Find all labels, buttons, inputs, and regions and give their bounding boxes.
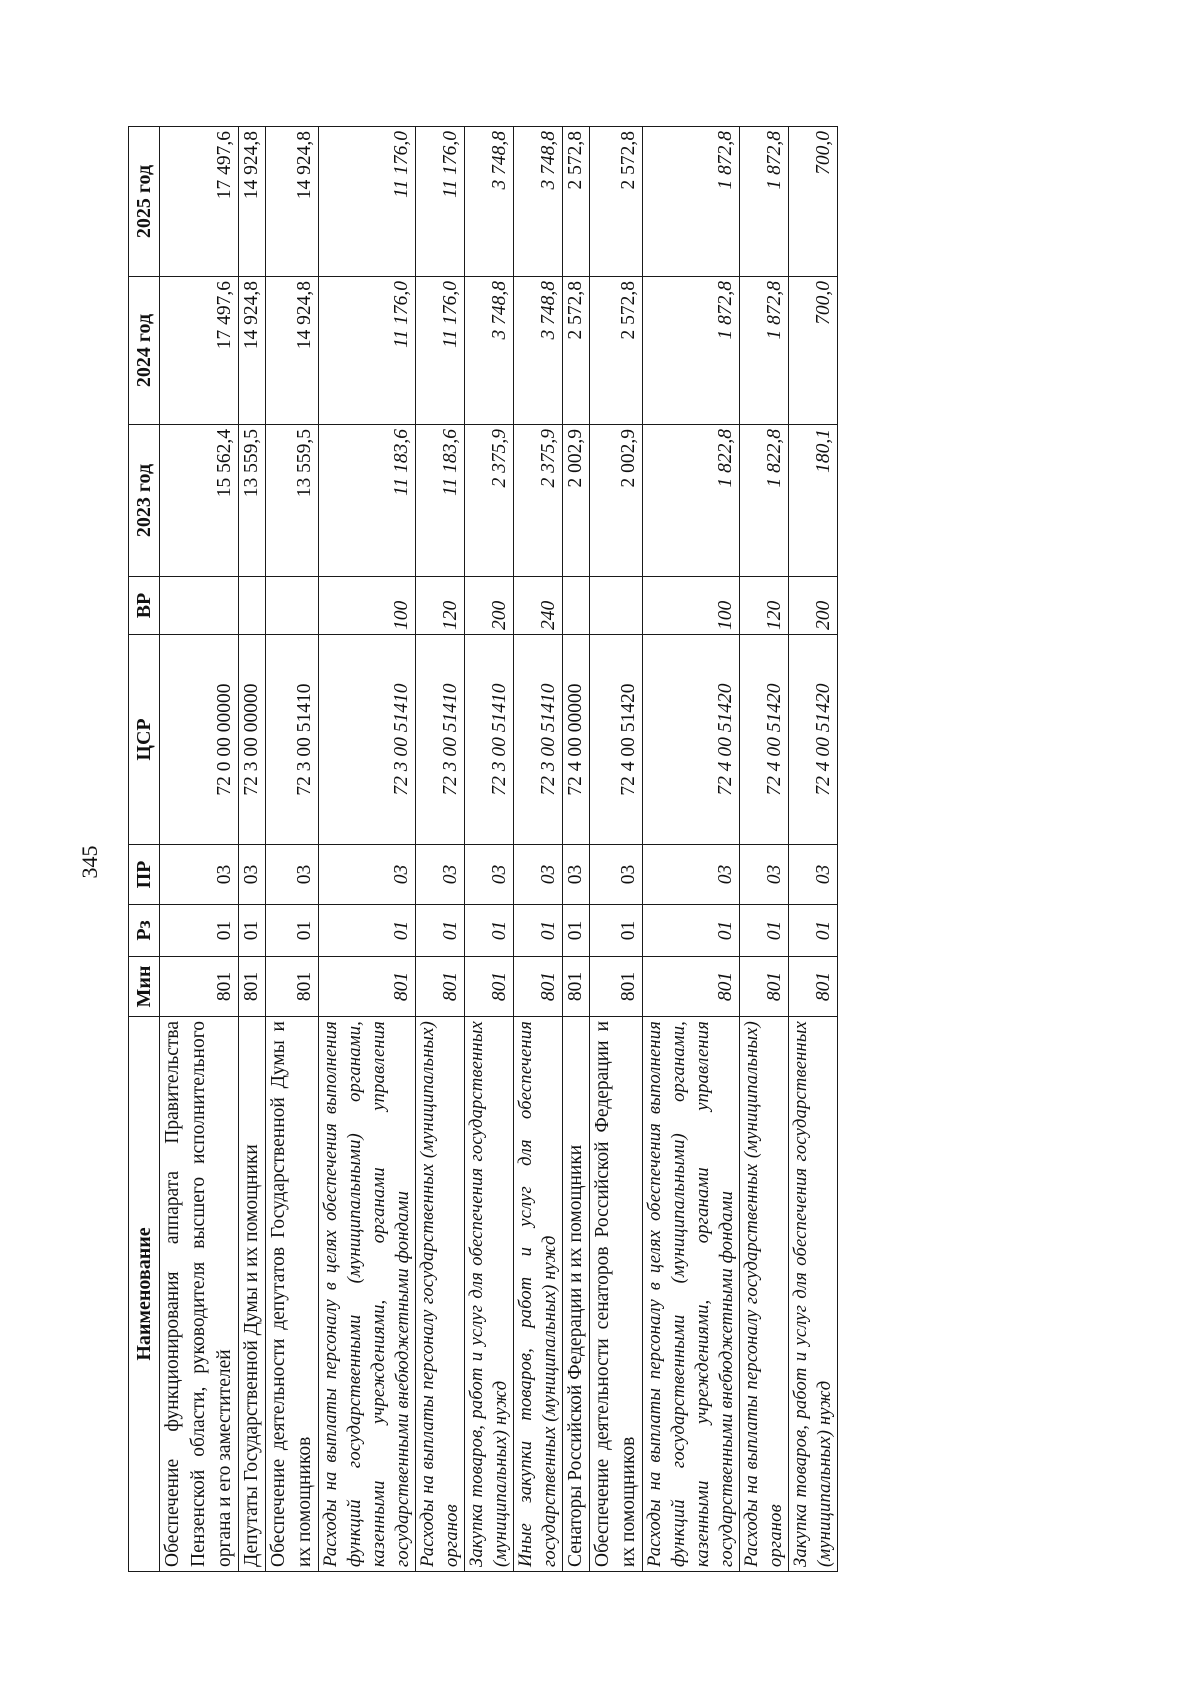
row-rz: 01: [740, 905, 789, 957]
row-2023: 2 002,9: [563, 425, 590, 577]
row-min: 801: [319, 957, 416, 1017]
row-vr: 100: [319, 577, 416, 635]
row-2024: 11 176,0: [416, 277, 465, 425]
row-min: 801: [266, 957, 319, 1017]
row-rz: 01: [789, 905, 838, 957]
row-2023: 2 002,9: [590, 425, 643, 577]
row-2023: 1 822,8: [643, 425, 740, 577]
row-2023: 2 375,9: [465, 425, 514, 577]
row-csr: 72 3 00 51410: [416, 635, 465, 845]
row-2023: 2 375,9: [514, 425, 563, 577]
row-min: 801: [643, 957, 740, 1017]
row-2025: 2 572,8: [563, 127, 590, 277]
row-rz: 01: [160, 905, 239, 957]
row-2025: 14 924,8: [239, 127, 266, 277]
row-name: Обеспечение функционирования аппарата Правительства Пензенской области, руководителя высшего исполнительного органа и его заместителей: [160, 1017, 239, 1572]
row-2024: 11 176,0: [319, 277, 416, 425]
row-min: 801: [239, 957, 266, 1017]
row-name: Сенаторы Российской Федерации и их помощники: [563, 1017, 590, 1572]
row-csr: 72 3 00 51410: [319, 635, 416, 845]
row-min: 801: [416, 957, 465, 1017]
row-pr: 03: [514, 845, 563, 905]
row-csr: 72 3 00 00000: [239, 635, 266, 845]
row-2025: 2 572,8: [590, 127, 643, 277]
table-row: [416, 127, 465, 1572]
row-pr: 03: [740, 845, 789, 905]
table-body: [160, 127, 838, 1572]
table-header-row: [129, 127, 160, 1572]
row-2023: 15 562,4: [160, 425, 239, 577]
row-csr: 72 0 00 00000: [160, 635, 239, 845]
table-row: [266, 127, 319, 1572]
row-pr: 03: [160, 845, 239, 905]
row-2024: 1 872,8: [740, 277, 789, 425]
row-vr: 240: [514, 577, 563, 635]
row-2024: 17 497,6: [160, 277, 239, 425]
row-rz: 01: [266, 905, 319, 957]
row-min: 801: [563, 957, 590, 1017]
header-pr: ПР: [129, 845, 160, 905]
row-vr: [590, 577, 643, 635]
row-name: Закупка товаров, работ и услуг для обеспечения государственных (муниципальных) нужд: [789, 1017, 838, 1572]
row-2024: 3 748,8: [514, 277, 563, 425]
row-rz: 01: [416, 905, 465, 957]
rotated-sheet: [128, 127, 1048, 1572]
row-vr: [239, 577, 266, 635]
header-min: Мин: [129, 957, 160, 1017]
row-min: 801: [740, 957, 789, 1017]
row-rz: 01: [514, 905, 563, 957]
row-vr: 200: [465, 577, 514, 635]
row-2024: 2 572,8: [590, 277, 643, 425]
row-2024: 700,0: [789, 277, 838, 425]
row-name: Иные закупки товаров, работ и услуг для обеспечения государственных (муниципальных) нужд: [514, 1017, 563, 1572]
row-vr: [563, 577, 590, 635]
header-2024: 2024 год: [129, 277, 160, 425]
row-min: 801: [789, 957, 838, 1017]
row-pr: 03: [563, 845, 590, 905]
table-row: [465, 127, 514, 1572]
row-pr: 03: [319, 845, 416, 905]
row-2024: 14 924,8: [239, 277, 266, 425]
row-vr: [160, 577, 239, 635]
row-rz: 01: [643, 905, 740, 957]
row-2025: 1 872,8: [643, 127, 740, 277]
row-pr: 03: [789, 845, 838, 905]
table-row: [160, 127, 239, 1572]
row-rz: 01: [563, 905, 590, 957]
page-number: 345: [77, 845, 102, 879]
row-name: Расходы на выплаты персоналу в целях обеспечения выполнения функций государственными (муниципальными) органами, казенными учреждениями, органами управления государственными внебюджетными фондами: [643, 1017, 740, 1572]
row-2025: 17 497,6: [160, 127, 239, 277]
row-pr: 03: [266, 845, 319, 905]
row-vr: 200: [789, 577, 838, 635]
row-2025: 1 872,8: [740, 127, 789, 277]
row-vr: 100: [643, 577, 740, 635]
row-name: Депутаты Государственной Думы и их помощники: [239, 1017, 266, 1572]
row-name: Закупка товаров, работ и услуг для обеспечения государственных (муниципальных) нужд: [465, 1017, 514, 1572]
table-row: [643, 127, 740, 1572]
header-rz: Рз: [129, 905, 160, 957]
row-name: Обеспечение деятельности сенаторов Российской Федерации и их помощников: [590, 1017, 643, 1572]
table-row: [590, 127, 643, 1572]
table-row: [239, 127, 266, 1572]
table-row: [740, 127, 789, 1572]
row-csr: 72 3 00 51410: [266, 635, 319, 845]
row-2023: 11 183,6: [319, 425, 416, 577]
row-rz: 01: [465, 905, 514, 957]
row-vr: [266, 577, 319, 635]
table-row: [789, 127, 838, 1572]
header-2023: 2023 год: [129, 425, 160, 577]
row-2023: 11 183,6: [416, 425, 465, 577]
row-csr: 72 4 00 51420: [590, 635, 643, 845]
row-2025: 3 748,8: [514, 127, 563, 277]
row-2024: 3 748,8: [465, 277, 514, 425]
row-2023: 13 559,5: [266, 425, 319, 577]
row-name: Расходы на выплаты персоналу в целях обеспечения выполнения функций государственными (муниципальными) органами, казенными учреждениями, органами управления государственными внебюджетными фондами: [319, 1017, 416, 1572]
row-2023: 1 822,8: [740, 425, 789, 577]
row-vr: 120: [416, 577, 465, 635]
row-rz: 01: [590, 905, 643, 957]
row-csr: 72 3 00 51410: [465, 635, 514, 845]
header-2025: 2025 год: [129, 127, 160, 277]
row-pr: 03: [590, 845, 643, 905]
row-2023: 13 559,5: [239, 425, 266, 577]
row-csr: 72 4 00 51420: [789, 635, 838, 845]
row-pr: 03: [465, 845, 514, 905]
table-row: [563, 127, 590, 1572]
row-min: 801: [160, 957, 239, 1017]
row-name: Расходы на выплаты персоналу государственных (муниципальных) органов: [416, 1017, 465, 1572]
row-2025: 3 748,8: [465, 127, 514, 277]
row-2025: 11 176,0: [416, 127, 465, 277]
row-csr: 72 4 00 51420: [740, 635, 789, 845]
row-min: 801: [514, 957, 563, 1017]
row-2024: 1 872,8: [643, 277, 740, 425]
row-2024: 2 572,8: [563, 277, 590, 425]
row-csr: 72 4 00 00000: [563, 635, 590, 845]
row-vr: 120: [740, 577, 789, 635]
row-min: 801: [590, 957, 643, 1017]
header-name: Наименование: [129, 1017, 160, 1572]
row-csr: 72 4 00 51420: [643, 635, 740, 845]
row-name: Обеспечение деятельности депутатов Государственной Думы и их помощников: [266, 1017, 319, 1572]
header-vr: ВР: [129, 577, 160, 635]
row-2025: 11 176,0: [319, 127, 416, 277]
row-pr: 03: [643, 845, 740, 905]
row-rz: 01: [319, 905, 416, 957]
row-2025: 700,0: [789, 127, 838, 277]
header-csr: ЦСР: [129, 635, 160, 845]
row-pr: 03: [416, 845, 465, 905]
row-2025: 14 924,8: [266, 127, 319, 277]
row-2024: 14 924,8: [266, 277, 319, 425]
table-row: [514, 127, 563, 1572]
table-row: [319, 127, 416, 1572]
budget-table: [128, 126, 838, 1572]
row-rz: 01: [239, 905, 266, 957]
row-pr: 03: [239, 845, 266, 905]
row-name: Расходы на выплаты персоналу государственных (муниципальных) органов: [740, 1017, 789, 1572]
row-csr: 72 3 00 51410: [514, 635, 563, 845]
row-2023: 180,1: [789, 425, 838, 577]
row-min: 801: [465, 957, 514, 1017]
